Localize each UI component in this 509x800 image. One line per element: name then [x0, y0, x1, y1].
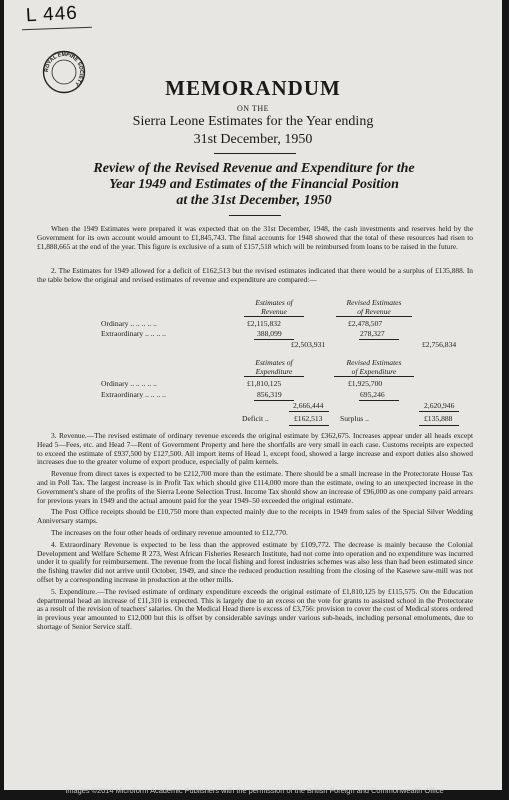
exp-ordinary-revised: £1,925,700 — [348, 379, 383, 388]
exp-ordinary-estimate: £1,810,125 — [247, 379, 282, 388]
paragraph-3b: Revenue from direct taxes is expected to be £212,700 more than the estimate. There should be a small increase in the Protectorate House Tax and in Poll Tax. The largest increase is in Profit Tax which should give £114,000 more than the estimate, owing to an unexpected increase in the Government's share of the profits of the Sierra Leone Selection Trust. Income Tax should show an increase of £96,000 as one company paid arrears for previous years in 1949 and the actual amount paid for the year 1949–50 exceeded the original estimate. — [37, 469, 473, 505]
surplus-value: £135,888 — [424, 414, 453, 423]
review-heading-line1: Review of the Revised Revenue and Expenditure for the — [93, 161, 415, 176]
exp-total-estimate: 2,666,444 — [293, 401, 324, 410]
reference-underline — [22, 27, 92, 30]
paragraph-5: 5. Expenditure.—The revised estimate of ordinary expenditure exceeds the original estimate of £1,810,125 by £115,575. On the Education departmental head an increase of £11,310 is expected. This is largely due to an excess on the vote for grants to assisted school in the Protectorate as a result of the revision of teachers' salaries. On the Medical Head there is excess of £3,756: provision to cover the cost of Medical stores ordered in previous year amounted to £12,000 but this is offset by considerable savings under various sub-heads, including personal emoluments, due to shortage of Senior Service staff. — [37, 586, 473, 631]
copyright-footer: Images ©2014 Microform Academic Publishers with the permission of the British Foreign and Commonwealth Office — [65, 786, 444, 795]
exp-ordinary-label: Ordinary .. .. .. .. .. — [101, 379, 157, 388]
paragraph-3c: The Post Office receipts should be £10,750 more than expected mainly due to the receipts in 1949 from sales of the Special Silver Wedding Anniversary stamps. — [37, 507, 473, 526]
rev-extraordinary-estimate: 388,099 — [257, 329, 282, 338]
svg-text:ROYAL EMPIRE SOCIETY: ROYAL EMPIRE SOCIETY — [43, 51, 85, 87]
paragraph-3d: The increases on the four other heads of ordinary revenue amounted to £12,770. — [51, 527, 288, 537]
deficit-value: £162,513 — [294, 414, 323, 423]
heading-rule — [229, 215, 281, 216]
rev-ordinary-label: Ordinary .. .. .. .. .. — [101, 319, 157, 328]
paragraph-1: When the 1949 Estimates were prepared it was expected that on the 31st December, 1948, the cash investments and reserves held by the Government for its own account would amount to £1,845,743. The final accounts for 1948 showed that the total of these resources had risen to £1,888,665 at the end of the year. This figure is exclusive of a sum of £157,518 which will be reimbursed from loans to be raised in the future. — [37, 224, 473, 251]
paragraph-3: 3. Revenue.—The revised estimate of ordinary revenue exceeds the original estimate by £362,675. Increases appear under all heads except Head 5—Fees, etc. and Head 7—Rent of Government Property and here the shortfalls are very small in each case. Customs receipts are expected to exceed the estimate of £937,500 by £127,500. All import items of Head 1, except food, showed a large increase and export duties also showed increases due to the greater volume of export produce, especially of palm kernels. — [37, 431, 473, 467]
exp-revised-head: Revised Estimates of Expenditure — [334, 358, 414, 377]
deficit-rule — [289, 411, 329, 412]
rev-est-head: Estimates of Revenue — [244, 298, 304, 317]
memo-title: MEMORANDUM — [165, 76, 341, 100]
exp-extraordinary-revised: 695,246 — [360, 390, 385, 399]
rev-ordinary-estimate: £2,115,832 — [247, 319, 281, 328]
memo-subject-line: Sierra Leone Estimates for the Year ending — [132, 114, 374, 129]
deficit-double-rule — [289, 425, 329, 426]
document-page — [4, 0, 502, 790]
body-text — [37, 432, 473, 635]
exp-extraordinary-label: Extraordinary .. .. .. .. — [101, 390, 166, 399]
rev-revised-head: Revised Estimates of Revenue — [336, 298, 412, 317]
exp-total-revised: 2,620,946 — [424, 401, 455, 410]
rev-est-rule — [254, 339, 294, 340]
paragraph-2: 2. The Estimates for 1949 allowed for a deficit of £162,513 but the revised estimates indicated that there would be a surplus of £135,888. In the table below the original and revised estimates of revenue and expenditure are compared:— — [37, 266, 473, 284]
rev-revised-rule — [359, 339, 399, 340]
exp-est-rule — [254, 400, 294, 401]
rev-total-revised: £2,756,834 — [422, 340, 457, 349]
review-heading-line2: Year 1949 and Estimates of the Financial Position — [109, 177, 399, 192]
rev-extraordinary-revised: 278,327 — [360, 329, 385, 338]
rev-ordinary-revised: £2,478,507 — [348, 319, 383, 328]
rev-total-estimate: £2,503,931 — [291, 340, 326, 349]
memo-subject-date: 31st December, 1950 — [193, 132, 313, 147]
surplus-rule — [419, 411, 459, 412]
title-rule — [214, 153, 296, 154]
exp-extraordinary-estimate: 856,319 — [257, 390, 282, 399]
review-heading-line3: at the 31st December, 1950 — [176, 193, 332, 208]
exp-est-head: Estimates of Expenditure — [244, 358, 304, 377]
paragraph-4: 4. Extraordinary Revenue is expected to be less than the approved estimate by £109,772. The decrease is mainly because the Colonial Development and Welfare Scheme R 273, West African Fisheries Research Institute, had not come into operation and no expenditure was incurred under it to qualify for reimbursement. The revenue from the local fishing and forest industries schemes was also less than had been estimated since the fishing trawler did not arrive until October, 1949, and since the reduced production resulting from the closing of the Kasewe saw-mill was not offset by a corresponding increase in production at the other mills. — [37, 539, 473, 584]
archive-reference: L 446 — [25, 2, 79, 27]
rev-extraordinary-label: Extraordinary .. .. .. .. — [101, 329, 166, 338]
deficit-label: Deficit .. — [242, 414, 269, 423]
memo-on-the: ON THE — [237, 104, 269, 113]
surplus-double-rule — [419, 425, 459, 426]
surplus-label: Surplus .. — [340, 414, 369, 423]
exp-revised-rule — [359, 400, 399, 401]
